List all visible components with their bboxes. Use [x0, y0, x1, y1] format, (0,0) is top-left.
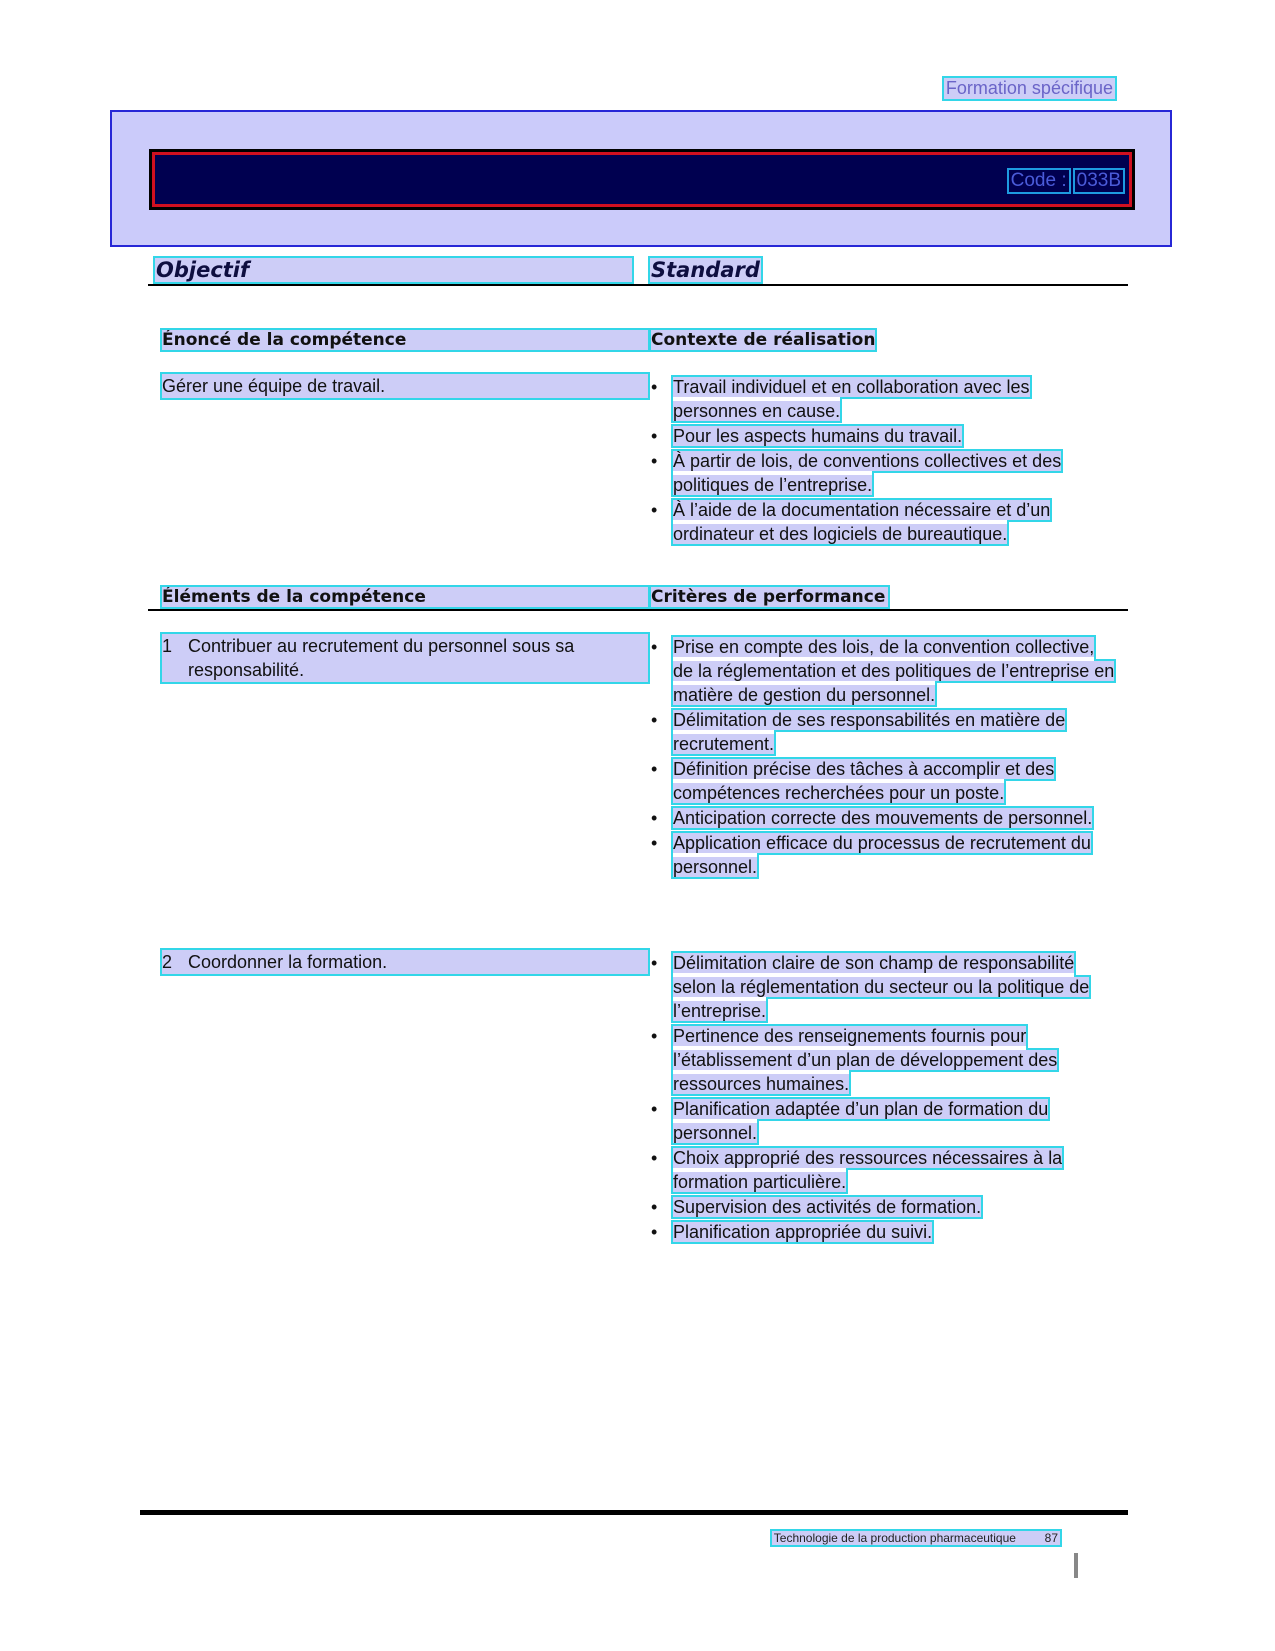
list-item: • Choix approprié des ressources nécessaires à la formation particulière. [651, 1146, 1116, 1194]
enonce-text: Gérer une équipe de travail. [162, 374, 648, 398]
title-bar [152, 152, 1132, 207]
element-number: 1 [162, 636, 173, 656]
code-label: Code : [1010, 170, 1067, 191]
footer-title: Technologie de la production pharmaceutique [773, 1531, 1016, 1545]
elements-rule [148, 609, 1128, 611]
criteria-list-2 [651, 951, 1116, 1245]
list-item: • Délimitation claire de son champ de responsabilité selon la réglementation du secteur ou la politique de l’entreprise. [651, 951, 1116, 1023]
element-text: Contribuer au recrutement du personnel sous sa responsabilité. [188, 636, 575, 680]
footer-text [772, 1531, 1060, 1545]
code-value: 033B [1076, 170, 1121, 191]
enonce-heading: Énoncé de la compétence [162, 330, 648, 350]
contexte-heading: Contexte de réalisation [651, 330, 876, 350]
list-item: • Pertinence des renseignements fournis pour l’établissement d’un plan de développement des ressources humaines. [651, 1024, 1116, 1096]
page-number: 87 [1044, 1531, 1058, 1545]
element-item-1 [162, 634, 648, 682]
objectif-rule [148, 284, 1128, 286]
list-item: • Planification adaptée d’un plan de formation du personnel. [651, 1097, 1116, 1145]
standard-heading: Standard [651, 258, 760, 282]
elements-heading: Éléments de la compétence [162, 587, 648, 607]
element-text: Coordonner la formation. [188, 952, 388, 972]
list-item: • Supervision des activités de formation. [651, 1195, 1116, 1219]
criteria-heading: Critères de performance [651, 587, 888, 607]
footer-rule [140, 1510, 1128, 1515]
list-item: • Travail individuel et en collaboration avec les personnes en cause. [651, 375, 1091, 423]
element-number: 2 [162, 952, 173, 972]
list-item: • Définition précise des tâches à accomplir et des compétences recherchées pour un poste. [651, 757, 1116, 805]
contexte-list [651, 375, 1091, 547]
list-item: • Application efficace du processus de recrutement du personnel. [651, 831, 1116, 879]
criteria-list-1 [651, 635, 1116, 880]
title-banner [110, 110, 1172, 247]
list-item: • Délimitation de ses responsabilités en matière de recrutement. [651, 708, 1116, 756]
list-item: • Prise en compte des lois, de la convention collective, de la réglementation et des politiques de l’entreprise en matière de gestion du personnel. [651, 635, 1116, 707]
list-item: • Anticipation correcte des mouvements de personnel. [651, 806, 1116, 830]
list-item: • Planification appropriée du suivi. [651, 1220, 1116, 1244]
footer-marker [1074, 1553, 1078, 1578]
header-label: Formation spécifique [945, 78, 1113, 98]
element-item-2 [162, 950, 648, 974]
list-item: • À partir de lois, de conventions collectives et des politiques de l’entreprise. [651, 449, 1091, 497]
list-item: • Pour les aspects humains du travail. [651, 424, 1091, 448]
objectif-heading: Objectif [155, 258, 632, 282]
code-field [1009, 170, 1123, 192]
list-item: • À l’aide de la documentation nécessaire et d’un ordinateur et des logiciels de bureautique. [651, 498, 1091, 546]
